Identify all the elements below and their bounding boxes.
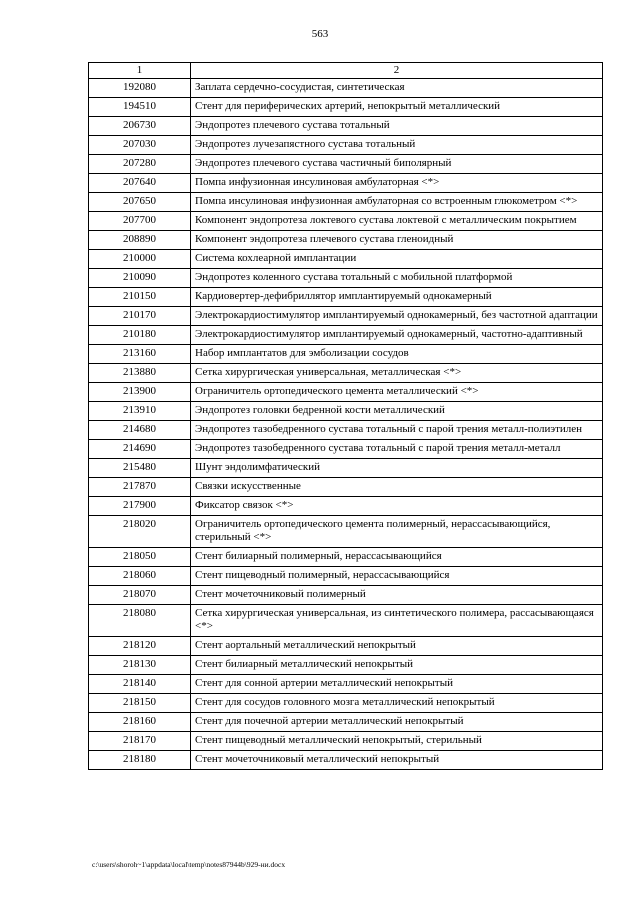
row-code: 214680 [89, 421, 191, 440]
row-code: 206730 [89, 117, 191, 136]
row-code: 213900 [89, 383, 191, 402]
row-name: Компонент эндопротеза локтевого сустава локтевой с металлическим покрытием [191, 212, 603, 231]
table-row [89, 421, 603, 440]
table-row [89, 288, 603, 307]
row-code: 218020 [89, 516, 191, 548]
row-code: 208890 [89, 231, 191, 250]
device-codes-table [88, 62, 603, 770]
row-code: 210180 [89, 326, 191, 345]
row-name: Стент для сонной артерии металлический непокрытый [191, 675, 603, 694]
table-row [89, 79, 603, 98]
row-name: Набор имплантатов для эмболизации сосудов [191, 345, 603, 364]
row-name: Эндопротез плечевого сустава тотальный [191, 117, 603, 136]
row-code: 210170 [89, 307, 191, 326]
row-name: Стент билиарный металлический непокрытый [191, 656, 603, 675]
row-code: 218130 [89, 656, 191, 675]
row-name: Электрокардиостимулятор имплантируемый однокамерный, частотно-адаптивный [191, 326, 603, 345]
row-code: 218160 [89, 713, 191, 732]
table-row [89, 326, 603, 345]
table-row [89, 231, 603, 250]
row-code: 218080 [89, 605, 191, 637]
row-code: 192080 [89, 79, 191, 98]
table-row [89, 497, 603, 516]
table-row [89, 675, 603, 694]
row-code: 207030 [89, 136, 191, 155]
column-header-code: 1 [89, 63, 191, 79]
row-name: Стент пищеводный полимерный, нерассасывающийся [191, 567, 603, 586]
row-name: Стент для сосудов головного мозга металлический непокрытый [191, 694, 603, 713]
table-row [89, 478, 603, 497]
row-name: Стент аортальный металлический непокрытый [191, 637, 603, 656]
row-name: Эндопротез тазобедренного сустава тотальный с парой трения металл-полиэтилен [191, 421, 603, 440]
row-name: Шунт эндолимфатический [191, 459, 603, 478]
table-row [89, 732, 603, 751]
table-row [89, 516, 603, 548]
column-header-name: 2 [191, 63, 603, 79]
table-row [89, 345, 603, 364]
table-row [89, 751, 603, 770]
table-row [89, 656, 603, 675]
row-code: 210000 [89, 250, 191, 269]
row-name: Стент пищеводный металлический непокрытый, стерильный [191, 732, 603, 751]
row-code: 210150 [89, 288, 191, 307]
row-name: Компонент эндопротеза плечевого сустава гленоидный [191, 231, 603, 250]
row-name: Стент мочеточниковый полимерный [191, 586, 603, 605]
row-code: 218140 [89, 675, 191, 694]
row-name: Помпа инсулиновая инфузионная амбулаторная со встроенным глюкометром <*> [191, 193, 603, 212]
row-code: 218070 [89, 586, 191, 605]
row-code: 218150 [89, 694, 191, 713]
table-row [89, 193, 603, 212]
table-row [89, 250, 603, 269]
row-name: Ограничитель ортопедического цемента металлический <*> [191, 383, 603, 402]
row-name: Сетка хирургическая универсальная, из синтетического полимера, рассасывающаяся <*> [191, 605, 603, 637]
table-row [89, 459, 603, 478]
table-row [89, 98, 603, 117]
row-code: 218120 [89, 637, 191, 656]
row-code: 213160 [89, 345, 191, 364]
table-row [89, 402, 603, 421]
row-name: Стент мочеточниковый металлический непокрытый [191, 751, 603, 770]
row-code: 213910 [89, 402, 191, 421]
row-name: Эндопротез лучезапястного сустава тотальный [191, 136, 603, 155]
table-row [89, 713, 603, 732]
row-code: 217900 [89, 497, 191, 516]
table-row [89, 212, 603, 231]
row-name: Помпа инфузионная инсулиновая амбулаторная <*> [191, 174, 603, 193]
row-name: Фиксатор связок <*> [191, 497, 603, 516]
row-name: Заплата сердечно-сосудистая, синтетическая [191, 79, 603, 98]
row-name: Система кохлеарной имплантации [191, 250, 603, 269]
row-code: 218170 [89, 732, 191, 751]
document-path: c:\users\shoroh~1\appdata\local\temp\notes87944b\929-ни.docx [92, 860, 286, 869]
table-row [89, 364, 603, 383]
table-row [89, 440, 603, 459]
page-number: 563 [311, 28, 329, 40]
row-name: Стент для почечной артерии металлический непокрытый [191, 713, 603, 732]
row-name: Сетка хирургическая универсальная, металлическая <*> [191, 364, 603, 383]
row-code: 218180 [89, 751, 191, 770]
row-name: Электрокардиостимулятор имплантируемый однокамерный, без частотной адаптации [191, 307, 603, 326]
table-row [89, 637, 603, 656]
row-code: 207640 [89, 174, 191, 193]
row-name: Эндопротез тазобедренного сустава тотальный с парой трения металл-металл [191, 440, 603, 459]
row-name: Ограничитель ортопедического цемента полимерный, нерассасывающийся, стерильный <*> [191, 516, 603, 548]
row-name: Стент билиарный полимерный, нерассасывающийся [191, 548, 603, 567]
row-name: Стент для периферических артерий, непокрытый металлический [191, 98, 603, 117]
row-code: 214690 [89, 440, 191, 459]
row-code: 207280 [89, 155, 191, 174]
table-row [89, 155, 603, 174]
table-row [89, 548, 603, 567]
table-row [89, 174, 603, 193]
row-code: 213880 [89, 364, 191, 383]
row-code: 218050 [89, 548, 191, 567]
row-name: Эндопротез коленного сустава тотальный с мобильной платформой [191, 269, 603, 288]
table-header-row [89, 63, 603, 79]
row-code: 210090 [89, 269, 191, 288]
table-row [89, 307, 603, 326]
table-row [89, 567, 603, 586]
table-row [89, 136, 603, 155]
table-row [89, 605, 603, 637]
table-row [89, 694, 603, 713]
table-row [89, 117, 603, 136]
row-name: Связки искусственные [191, 478, 603, 497]
row-code: 207650 [89, 193, 191, 212]
table-row [89, 383, 603, 402]
table-row [89, 269, 603, 288]
row-name: Эндопротез плечевого сустава частичный биполярный [191, 155, 603, 174]
table-row [89, 586, 603, 605]
row-code: 194510 [89, 98, 191, 117]
row-name: Эндопротез головки бедренной кости металлический [191, 402, 603, 421]
row-name: Кардиовертер-дефибриллятор имплантируемый однокамерный [191, 288, 603, 307]
row-code: 207700 [89, 212, 191, 231]
row-code: 217870 [89, 478, 191, 497]
row-code: 215480 [89, 459, 191, 478]
row-code: 218060 [89, 567, 191, 586]
